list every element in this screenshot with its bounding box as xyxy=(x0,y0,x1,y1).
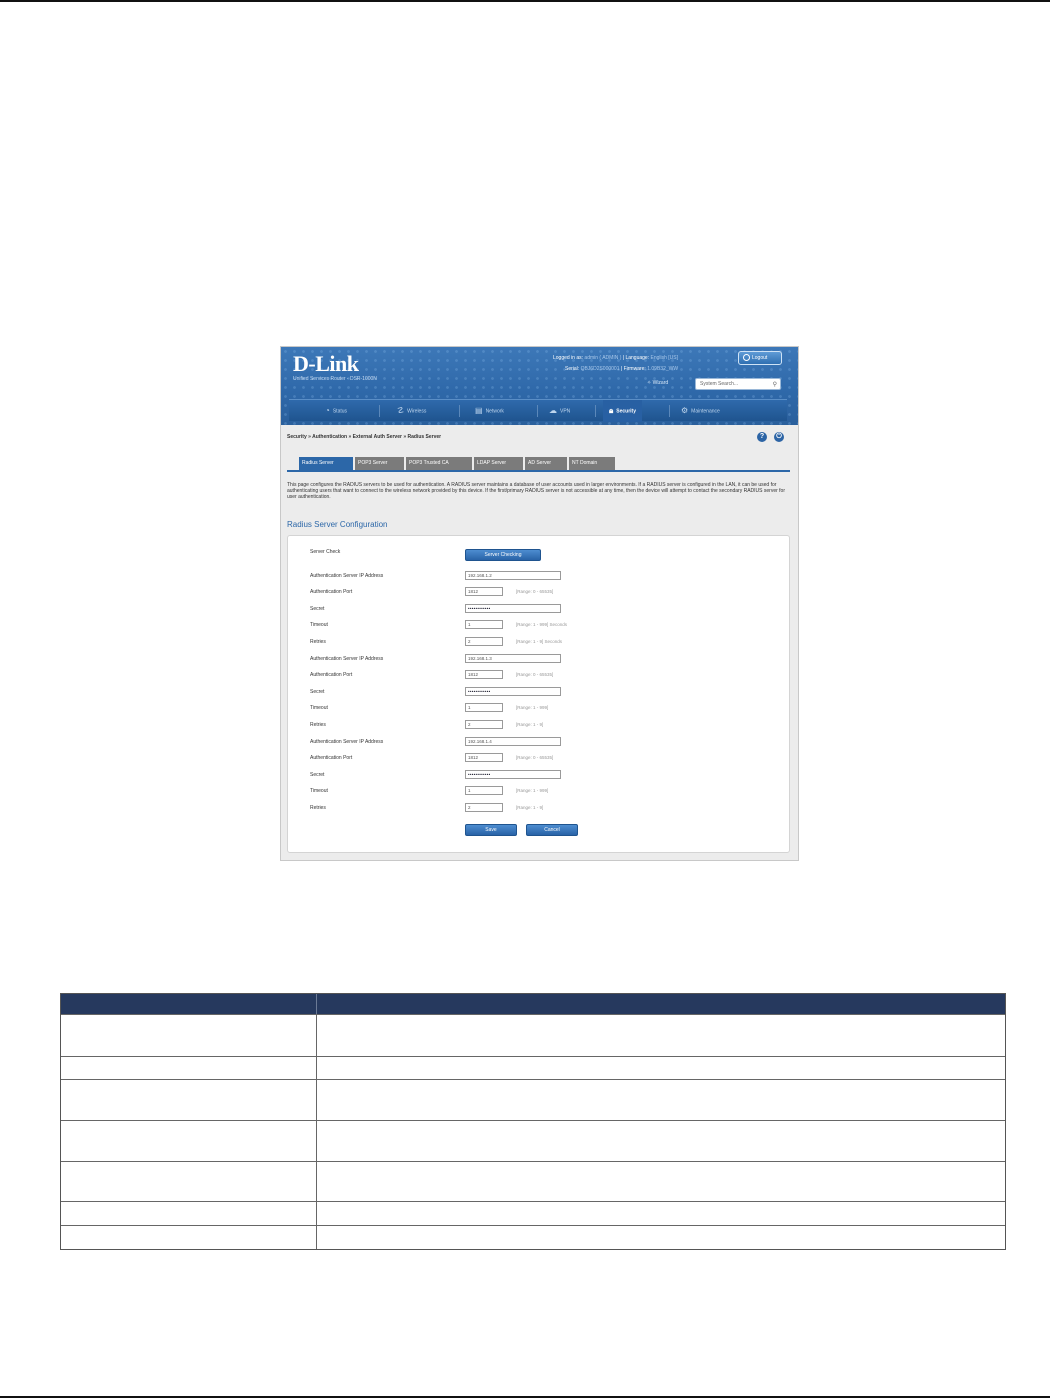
system-search-input[interactable]: System Search... ⚲ xyxy=(695,378,781,390)
firmware-value: 1.09B32_WW xyxy=(647,366,679,372)
product-name: Unified Services Router - DSR-1000N xyxy=(293,376,377,382)
language-label: Language: xyxy=(625,355,650,361)
timeout-range-hint: [Range: 1 - 999] Seconds xyxy=(516,622,568,627)
network-icon: ▤ xyxy=(475,406,483,415)
nav-divider xyxy=(537,405,538,417)
table-row xyxy=(61,1201,1005,1225)
tab-ldap-server[interactable]: LDAP Server xyxy=(474,457,523,470)
nav-divider xyxy=(669,405,670,417)
page-bottom-rule xyxy=(0,1396,1050,1398)
intro-text: This page configures the RADIUS servers to be used for authentication. A RADIUS server maintains a database of user accounts used in larger environments. If a RADIUS server is configured in the LAN, it can be used for authenticating users that want to connect to the wireless network provided by this device. If the first/primary RADIUS server is not accessible at any time, then the device will attempt to contact the secondary RADIUS server for user authentication. xyxy=(287,482,786,500)
nav-divider xyxy=(459,405,460,417)
server-check-label: Server Check xyxy=(310,549,341,555)
secret-label: Secret xyxy=(310,606,325,612)
nav-item-maintenance[interactable]: ⚙ Maintenance xyxy=(681,406,720,415)
auth-server-ip-input[interactable]: 192.168.1.4 xyxy=(465,737,561,746)
retries-label: Retries xyxy=(310,722,326,728)
auth-port-input[interactable]: 1812 xyxy=(465,670,503,679)
logged-in-label: Logged in as: xyxy=(553,355,584,361)
port-range-hint: [Range: 0 - 65535] xyxy=(516,755,554,760)
timeout-label: Timeout xyxy=(310,622,328,628)
timeout-label: Timeout xyxy=(310,788,328,794)
auth-port-label: Authentication Port xyxy=(310,672,353,678)
auth-server-ip-input[interactable]: 192.168.1.2 xyxy=(465,571,561,580)
tab-radius-server[interactable]: Radius Server xyxy=(299,457,353,470)
tab-pop3-trusted-ca[interactable]: POP3 Trusted CA xyxy=(406,457,472,470)
nav-item-status[interactable]: ◔ Status xyxy=(325,406,348,415)
nav-divider xyxy=(595,405,596,417)
nav-divider xyxy=(379,405,380,417)
breadcrumb: Security » Authentication » External Auth Server » Radius Server xyxy=(287,434,442,440)
dlink-logo: D-Link xyxy=(293,351,359,376)
retries-input[interactable]: 2 xyxy=(465,637,503,646)
auth-server-ip-label: Authentication Server IP Address xyxy=(310,573,384,579)
secret-input[interactable]: •••••••••••• xyxy=(465,604,561,613)
router-screenshot xyxy=(280,346,799,861)
firmware-label: Firmware: xyxy=(623,366,646,372)
power-icon xyxy=(743,354,750,361)
logout-button[interactable]: Logout xyxy=(738,351,782,365)
nav-item-wireless[interactable]: ☡ Wireless xyxy=(397,406,427,415)
tab-underline xyxy=(287,470,790,472)
language-select[interactable]: English [US] xyxy=(650,355,679,361)
parameter-table xyxy=(60,993,1006,1250)
retries-label: Retries xyxy=(310,639,326,645)
search-icon: ⚲ xyxy=(772,382,777,388)
logout-round-icon[interactable]: ⏻ xyxy=(774,432,784,442)
serial-value: QBJ6D2S000001 xyxy=(580,366,620,372)
section-title: Radius Server Configuration xyxy=(287,520,388,529)
logged-in-user[interactable]: admin ( ADMIN ) xyxy=(584,355,622,361)
timeout-range-hint: [Range: 1 - 999] xyxy=(516,705,549,710)
tab-nt-domain[interactable]: NT Domain xyxy=(569,457,615,470)
auth-server-ip-label: Authentication Server IP Address xyxy=(310,656,384,662)
auth-port-input[interactable]: 1812 xyxy=(465,587,503,596)
lock-icon: 🔒︎ xyxy=(609,406,614,415)
config-panel xyxy=(287,535,790,853)
secret-input[interactable]: •••••••••••• xyxy=(465,770,561,779)
save-button[interactable]: Save xyxy=(465,824,517,836)
secret-input[interactable]: •••••••••••• xyxy=(465,687,561,696)
table-row xyxy=(61,1120,1005,1161)
table-row xyxy=(61,1161,1005,1201)
device-info: Serial: QBJ6D2S000001 | Firmware: 1.09B32_WW xyxy=(565,366,679,372)
retries-range-hint: [Range: 1 - 9] xyxy=(516,722,544,727)
wand-icon: ✧ xyxy=(647,380,653,386)
retries-range-hint: [Range: 1 - 9] Seconds xyxy=(516,639,563,644)
timeout-input[interactable]: 1 xyxy=(465,786,503,795)
auth-port-label: Authentication Port xyxy=(310,755,353,761)
table-row xyxy=(61,1056,1005,1079)
retries-input[interactable]: 2 xyxy=(465,720,503,729)
cancel-button[interactable]: Cancel xyxy=(526,824,578,836)
page-top-rule xyxy=(0,0,1050,2)
server-checking-button[interactable]: Server Checking xyxy=(465,549,541,561)
header-bar xyxy=(281,347,798,425)
table-row xyxy=(61,1079,1005,1120)
retries-label: Retries xyxy=(310,805,326,811)
nav-item-network[interactable]: ▤ Network xyxy=(475,406,504,415)
tab-pop3-server[interactable]: POP3 Server xyxy=(355,457,404,470)
table-row xyxy=(61,1225,1005,1249)
retries-input[interactable]: 2 xyxy=(465,803,503,812)
nav-item-vpn[interactable]: ☁ VPN xyxy=(549,406,571,415)
timeout-input[interactable]: 1 xyxy=(465,620,503,629)
wireless-icon: ☡ xyxy=(397,406,405,415)
timeout-input[interactable]: 1 xyxy=(465,703,503,712)
port-range-hint: [Range: 0 - 65535] xyxy=(516,589,554,594)
table-row xyxy=(61,1014,1005,1056)
auth-port-input[interactable]: 1812 xyxy=(465,753,503,762)
cloud-icon: ☁ xyxy=(549,406,557,415)
auth-port-label: Authentication Port xyxy=(310,589,353,595)
login-info: Logged in as: admin ( ADMIN ) | Language: English [US] xyxy=(553,355,679,361)
main-nav xyxy=(289,399,787,421)
port-range-hint: [Range: 0 - 65535] xyxy=(516,672,554,677)
timeout-label: Timeout xyxy=(310,705,328,711)
help-icon[interactable]: ? xyxy=(757,432,767,442)
dashboard-icon: ◔ xyxy=(325,406,330,415)
table-header-field xyxy=(61,994,317,1014)
secret-label: Secret xyxy=(310,689,325,695)
table-header-description xyxy=(317,994,1005,1014)
secret-label: Secret xyxy=(310,772,325,778)
serial-label: Serial: xyxy=(565,366,580,372)
timeout-range-hint: [Range: 1 - 999] xyxy=(516,788,549,793)
retries-range-hint: [Range: 1 - 9] xyxy=(516,805,544,810)
auth-server-ip-label: Authentication Server IP Address xyxy=(310,739,384,745)
auth-server-ip-input[interactable]: 192.168.1.3 xyxy=(465,654,561,663)
gears-icon: ⚙ xyxy=(681,406,689,415)
wizard-link[interactable]: ✧ Wizard xyxy=(647,380,669,386)
nav-item-security[interactable]: 🔒︎ Security xyxy=(603,400,642,422)
tab-ad-server[interactable]: AD Server xyxy=(525,457,567,470)
table-header xyxy=(61,994,1005,1014)
